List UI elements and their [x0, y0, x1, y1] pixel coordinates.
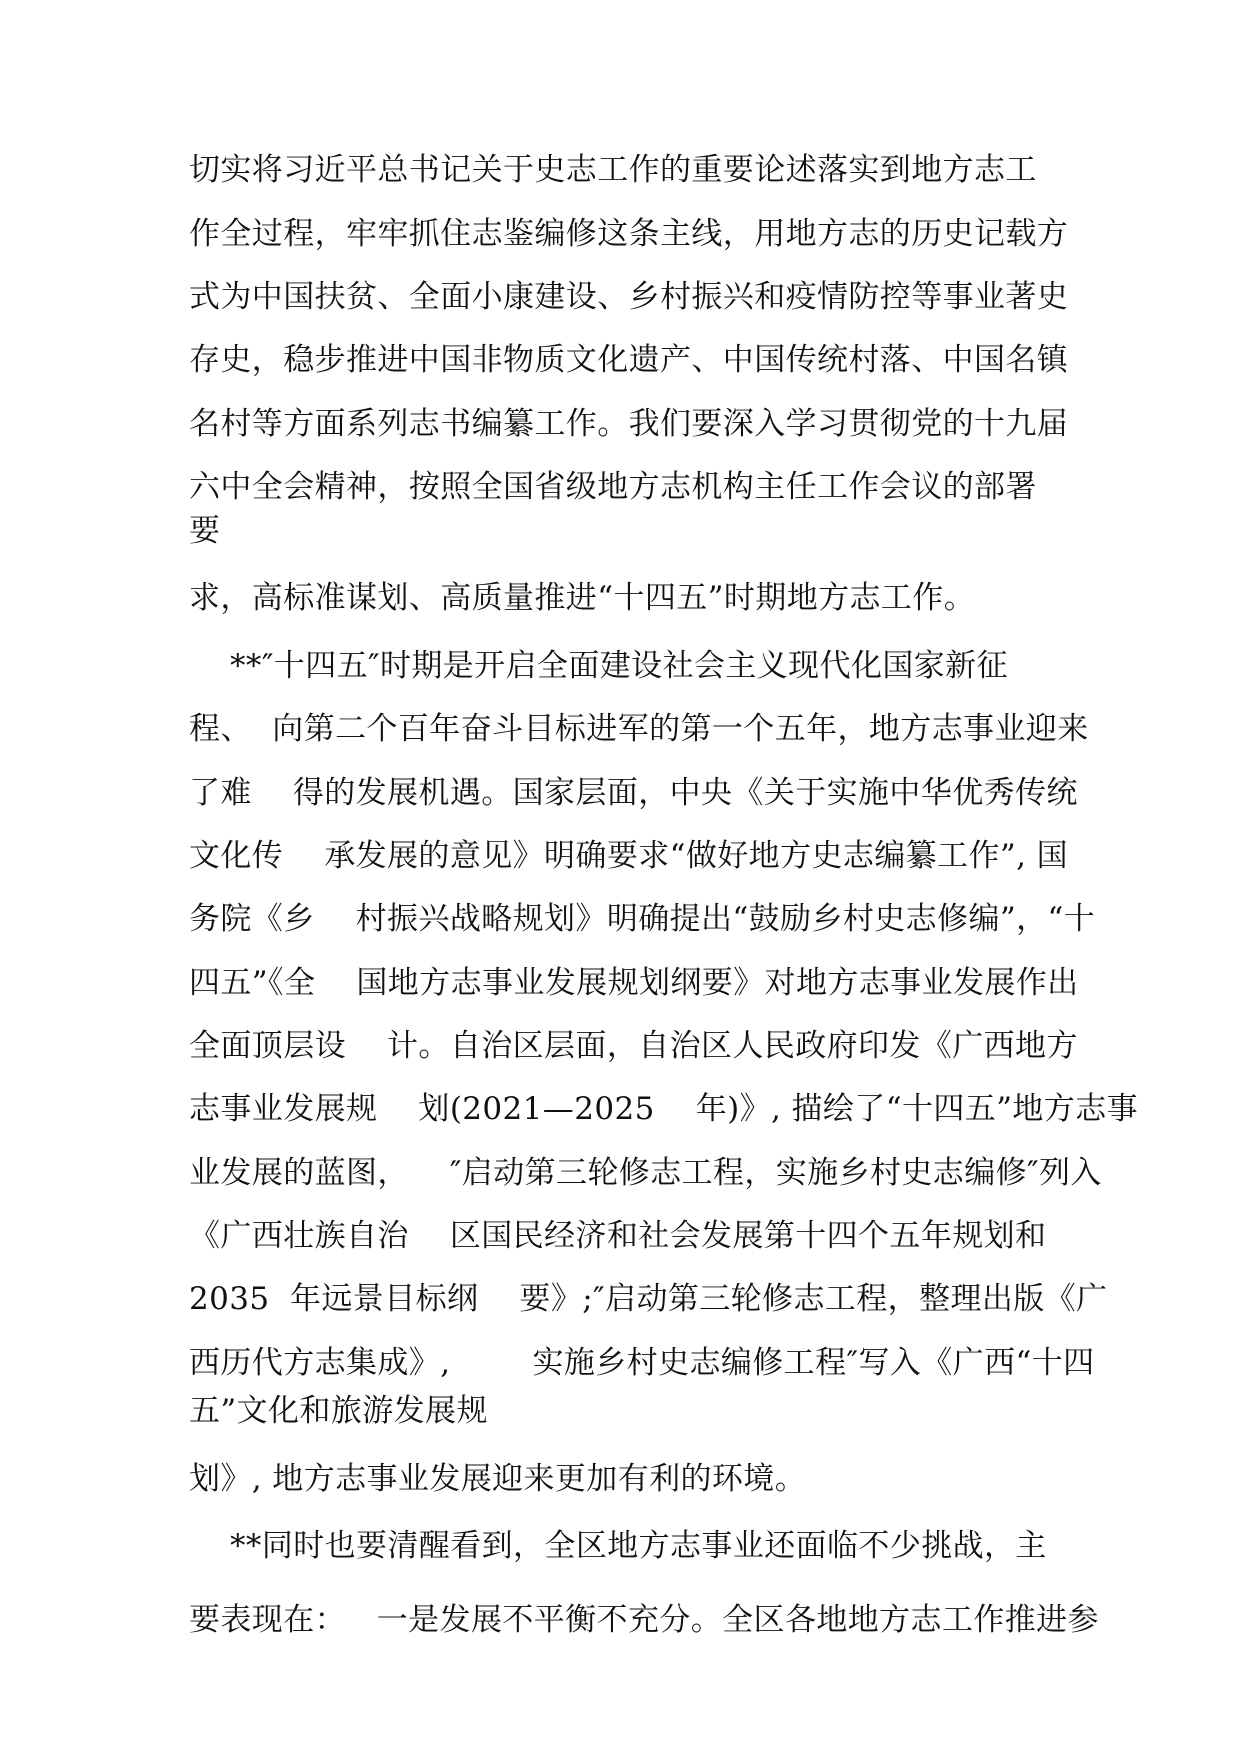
text-line-2: 作全过程，牢牢抓住志鉴编修这条主线，用地方志的历史记载方: [189, 216, 1069, 252]
text-line-10: 程、 向第二个百年奋斗目标进军的第一个五年，地方志事业迎来: [189, 711, 1089, 747]
text-line-21: 五”文化和旅游发展规: [189, 1393, 488, 1429]
text-line-6: 六中全会精神，按照全国省级地方志机构主任工作会议的部署: [189, 469, 1037, 505]
text-line-8: 求，高标准谋划、高质量推进“十四五”时期地方志工作。: [189, 580, 976, 616]
text-line-19: 2035 年远景目标纲 要》;″启动第三轮修志工程，整理出版《广: [189, 1281, 1108, 1317]
text-line-18: 《广西壮族自治 区国民经济和社会发展第十四个五年规划和: [189, 1218, 1047, 1254]
text-line-17: 业发展的蓝图， ″启动第三轮修志工程，实施乡村史志编修″列入: [189, 1155, 1102, 1191]
text-line-1: 切实将习近平总书记关于史志工作的重要论述落实到地方志工: [189, 152, 1037, 188]
text-line-24: 要表现在： 一是发展不平衡不充分。全区各地地方志工作推进参: [189, 1602, 1099, 1638]
text-line-5: 名村等方面系列志书编纂工作。我们要深入学习贯彻党的十九届: [189, 406, 1069, 442]
text-line-7: 要: [189, 513, 221, 549]
text-line-22: 划》, 地方志事业发展迎来更加有利的环境。: [189, 1461, 807, 1497]
text-line-9: **″十四五″时期是开启全面建设社会主义现代化国家新征: [189, 648, 1008, 684]
text-line-12: 文化传 承发展的意见》明确要求“做好地方史志编纂工作”, 国: [189, 838, 1069, 874]
text-line-23: **同时也要清醒看到，全区地方志事业还面临不少挑战，主: [189, 1528, 1047, 1564]
text-line-11: 了难 得的发展机遇。国家层面，中央《关于实施中华优秀传统: [189, 775, 1078, 811]
text-line-13: 务院《乡 村振兴战略规划》明确提出“鼓励乡村史志修编”，“十: [189, 901, 1096, 937]
text-line-15: 全面顶层设 计。自治区层面，自治区人民政府印发《广西地方: [189, 1028, 1078, 1064]
text-line-14: 四五”《全 国地方志事业发展规划纲要》对地方志事业发展作出: [189, 965, 1079, 1001]
text-line-16: 志事业发展规 划(2021—2025 年)》, 描绘了“十四五”地方志事: [189, 1091, 1139, 1127]
text-line-20: 西历代方志集成》, 实施乡村史志编修工程″写入《广西“十四: [189, 1345, 1095, 1381]
text-line-4: 存史，稳步推进中国非物质文化遗产、中国传统村落、中国名镇: [189, 342, 1069, 378]
text-line-3: 式为中国扶贫、全面小康建设、乡村振兴和疫情防控等事业著史: [189, 279, 1069, 315]
